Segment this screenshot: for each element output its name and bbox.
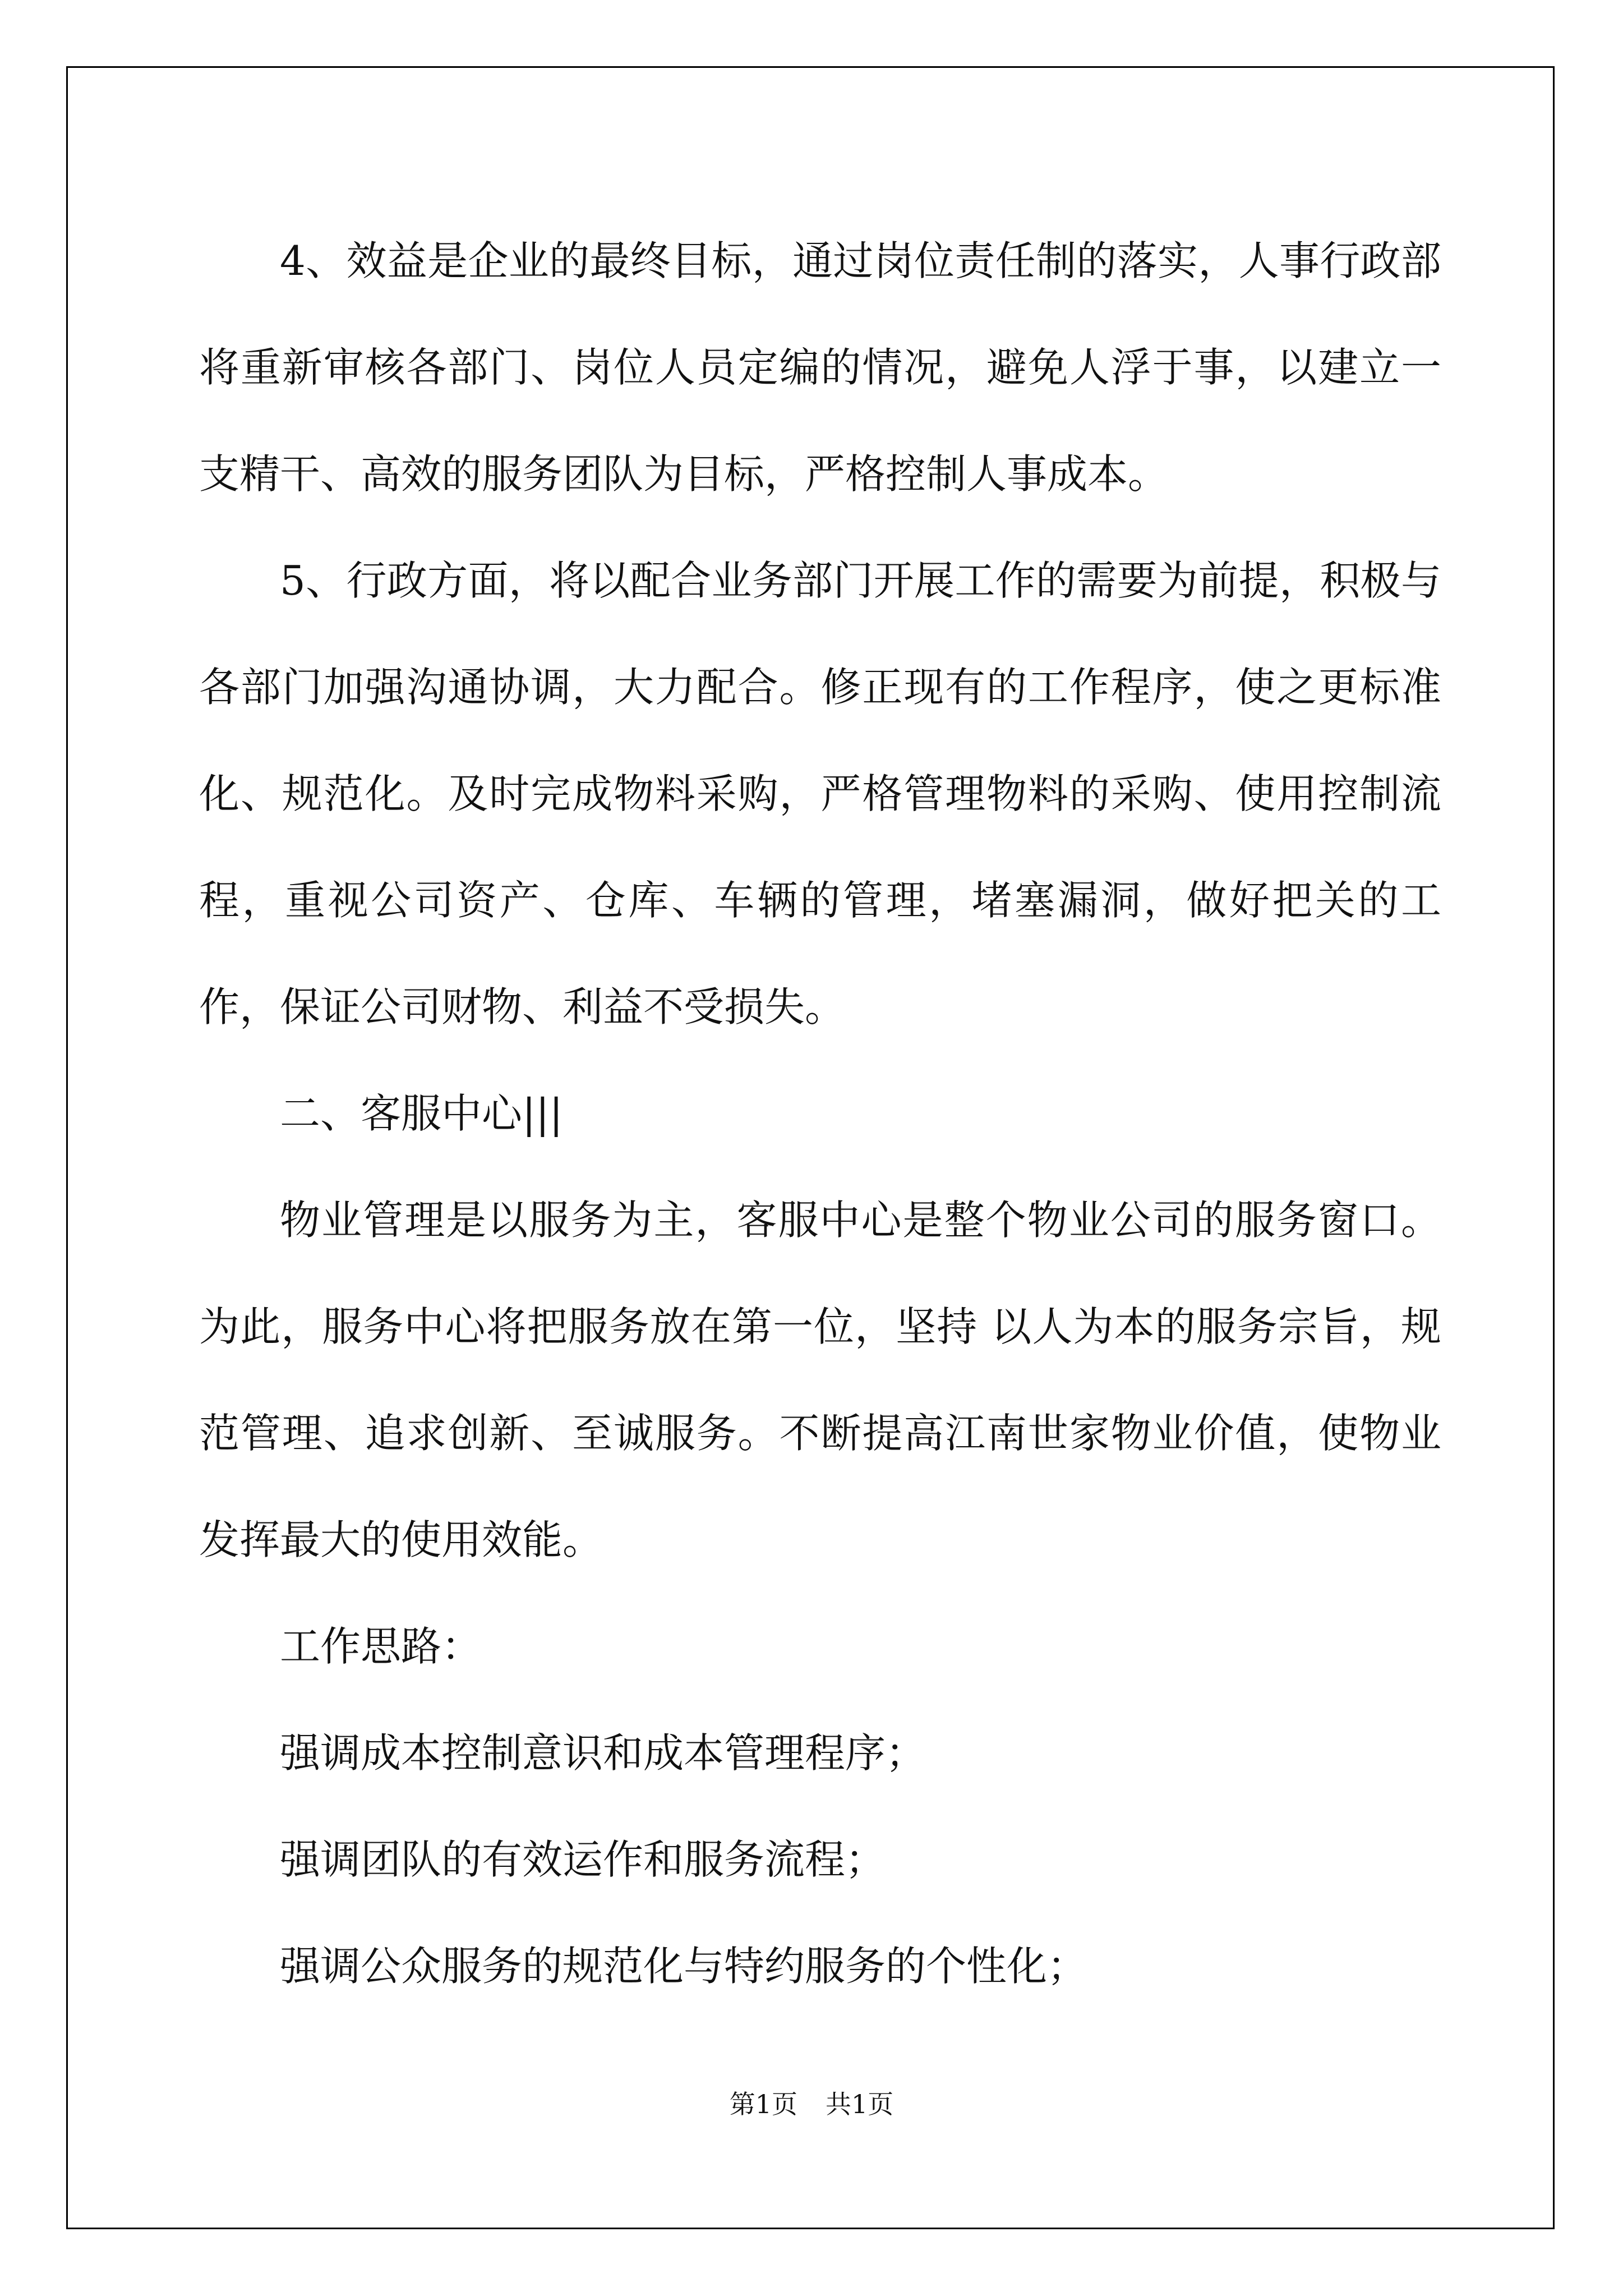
document-body xyxy=(199,208,1441,2019)
paragraph-item-4: 4、效益是企业的最终目标，通过岗位责任制的落实，人事行政部将重新审核各部门、岗位人员定编的情况，避免人浮于事，以建立一支精干、高效的服务团队为目标，严格控制人事成本。 xyxy=(199,237,1441,498)
list-item-team-operation: 强调团队的有效运作和服务流程； xyxy=(280,1836,886,1883)
section-heading-customer-service: 二、客服中心||| xyxy=(280,1090,563,1137)
page-footer xyxy=(0,2084,1623,2121)
list-item-public-service: 强调公众服务的规范化与特约服务的个性化； xyxy=(280,1943,1088,1990)
list-item-cost-control: 强调成本控制意识和成本管理程序； xyxy=(280,1729,926,1777)
paragraph-work-ideas-heading: 工作思路： xyxy=(280,1623,482,1670)
paragraph-customer-service-intro: 物业管理是以服务为主，客服中心是整个物业公司的服务窗口。为此，服务中心将把服务放在第一位，坚持 以人为本的服务宗旨，规范管理、追求创新、至诚服务。不断提高江南世家物业价值，使物业发挥最大的使用效能。 xyxy=(199,1197,1441,1563)
page-number-total: 共1页 xyxy=(826,2089,894,2119)
page-number-current: 第1页 xyxy=(729,2089,797,2119)
paragraph-item-5: 5、行政方面，将以配合业务部门开展工作的需要为前提，积极与各部门加强沟通协调，大力配合。修正现有的工作程序，使之更标准化、规范化。及时完成物料采购，严格管理物料的采购、使用控制流程，重视公司资产、仓库、车辆的管理，堵塞漏洞，做好把关的工作，保证公司财物、利益不受损失。 xyxy=(199,557,1441,1030)
